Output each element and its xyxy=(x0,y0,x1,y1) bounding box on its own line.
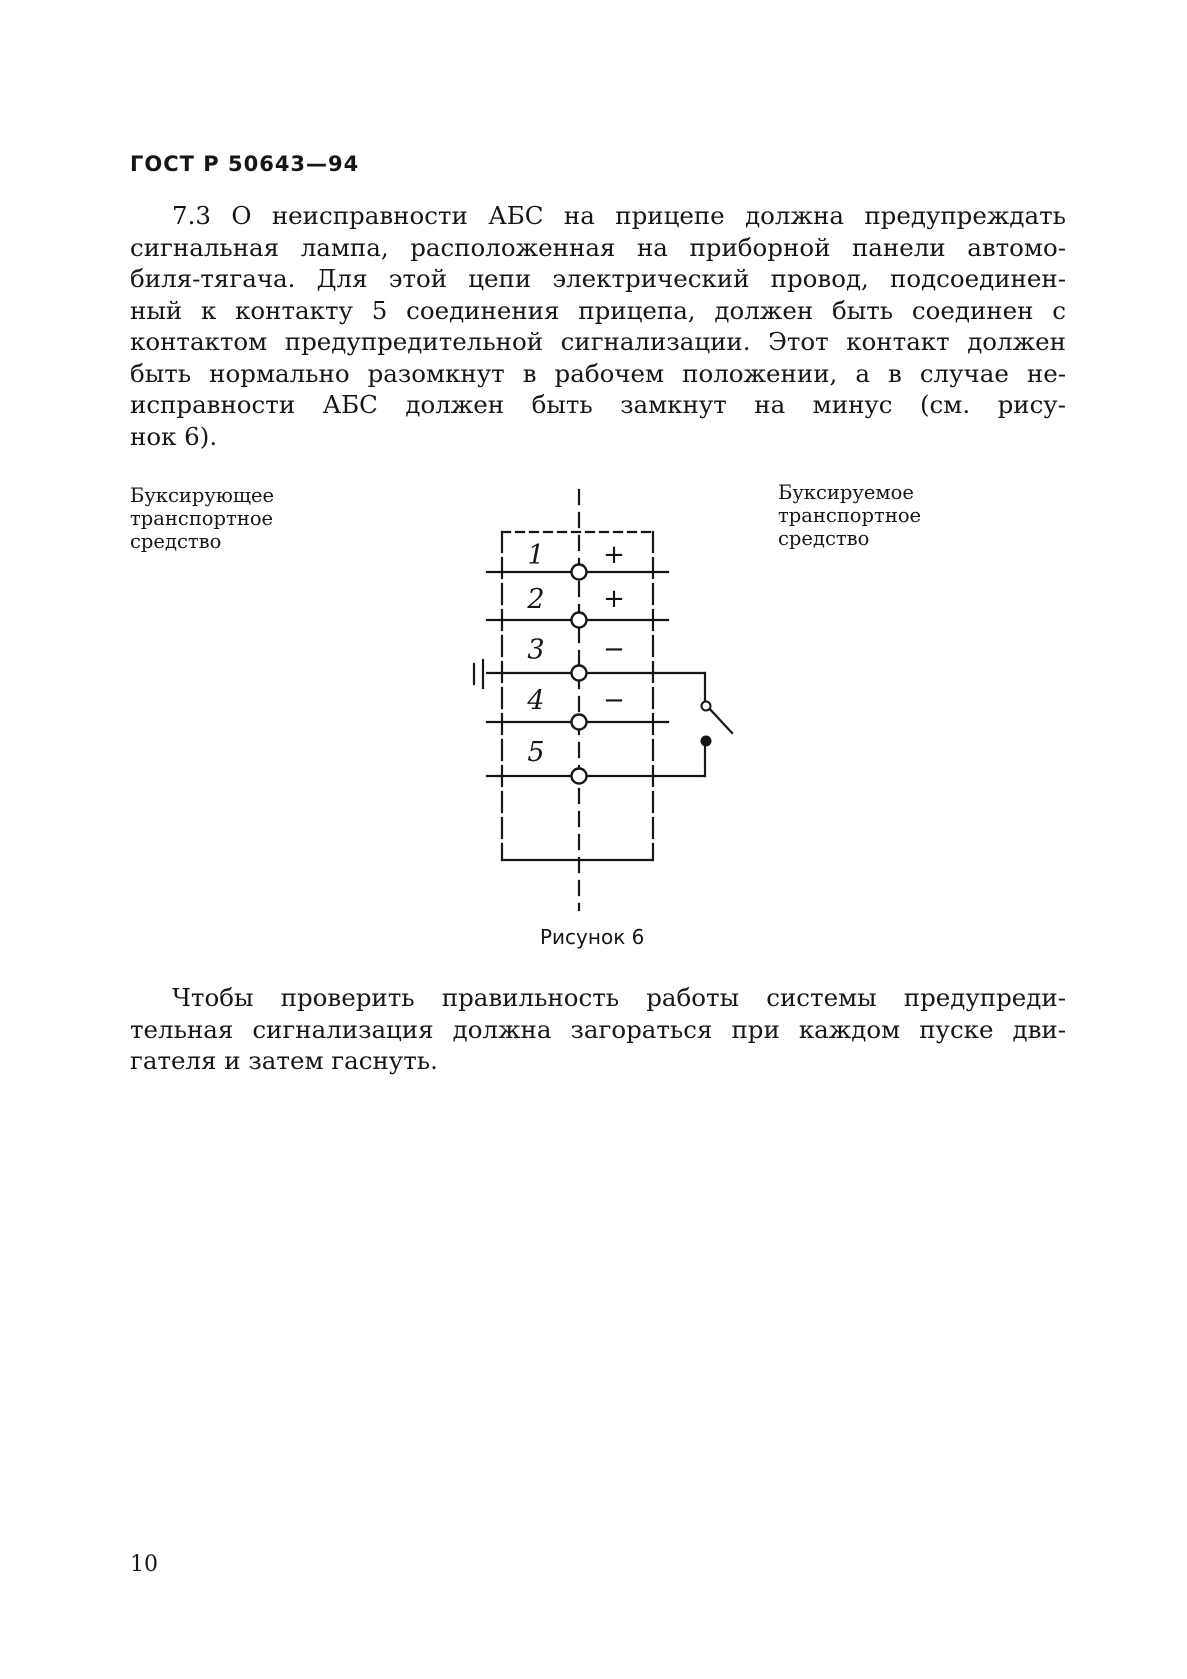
contact-polarity-3: − xyxy=(603,634,625,665)
contact-pin-4 xyxy=(572,715,587,730)
towing-vehicle-label-line: транспортное xyxy=(130,507,274,530)
towing-vehicle-label-line: средство xyxy=(130,530,222,553)
paragraph-line: сигнальная лампа, расположенная на приборной панели автомо- xyxy=(130,232,1066,262)
page-number: 10 xyxy=(130,1552,158,1577)
note-line: гателя и затем гаснуть. xyxy=(130,1046,438,1075)
contact-pin-5 xyxy=(572,769,587,784)
paragraph-line: нок 6). xyxy=(130,421,218,451)
switch-blade xyxy=(708,707,732,733)
contact-pin-1 xyxy=(572,565,587,580)
contact-number-2: 2 xyxy=(527,584,545,615)
towed-vehicle-label-line: Буксируемое xyxy=(778,481,914,504)
note-line: тельная сигнализация должна загораться при каждом пуске дви- xyxy=(130,1014,1066,1044)
contact-number-1: 1 xyxy=(527,540,545,571)
contact-polarity-1: + xyxy=(603,540,625,570)
paragraph-line: 7.3 О неисправности АБС на прицепе должна предупреждать xyxy=(172,201,1066,230)
towed-vehicle-label-line: средство xyxy=(778,527,870,550)
towed-vehicle-label-line: транспортное xyxy=(778,504,922,527)
contact-number-4: 4 xyxy=(527,685,545,717)
contact-pin-3 xyxy=(572,666,587,681)
paragraph-line: исправности АБС должен быть замкнут на минус (см. рису- xyxy=(130,390,1066,419)
contact-polarity-2: + xyxy=(603,584,625,614)
contact-number-5: 5 xyxy=(527,737,545,768)
contact-pin-2 xyxy=(572,613,587,628)
switch-fixed-contact xyxy=(701,736,712,747)
switch-open-contact xyxy=(702,702,711,711)
note-paragraph xyxy=(130,982,1066,1077)
note-line: Чтобы проверить правильность работы системы предупреди- xyxy=(172,983,1066,1012)
document-header: ГОСТ Р 50643—94 xyxy=(130,152,360,176)
towing-vehicle-label-line: Буксирующее xyxy=(130,484,275,507)
paragraph-line: контактом предупредительной сигнализации. Этот контакт должен xyxy=(130,327,1066,356)
paragraph-line: ный к контакту 5 соединения прицепа, должен быть соединен с xyxy=(130,295,1066,325)
paragraph-line: быть нормально разомкнут в рабочем положении, а в случае не- xyxy=(130,358,1066,388)
paragraph-line: биля-тягача. Для этой цепи электрический провод, подсоединен- xyxy=(130,264,1066,293)
contact-polarity-4: − xyxy=(603,685,625,716)
figure-caption: Рисунок 6 xyxy=(540,925,645,949)
contact-number-3: 3 xyxy=(527,634,545,666)
